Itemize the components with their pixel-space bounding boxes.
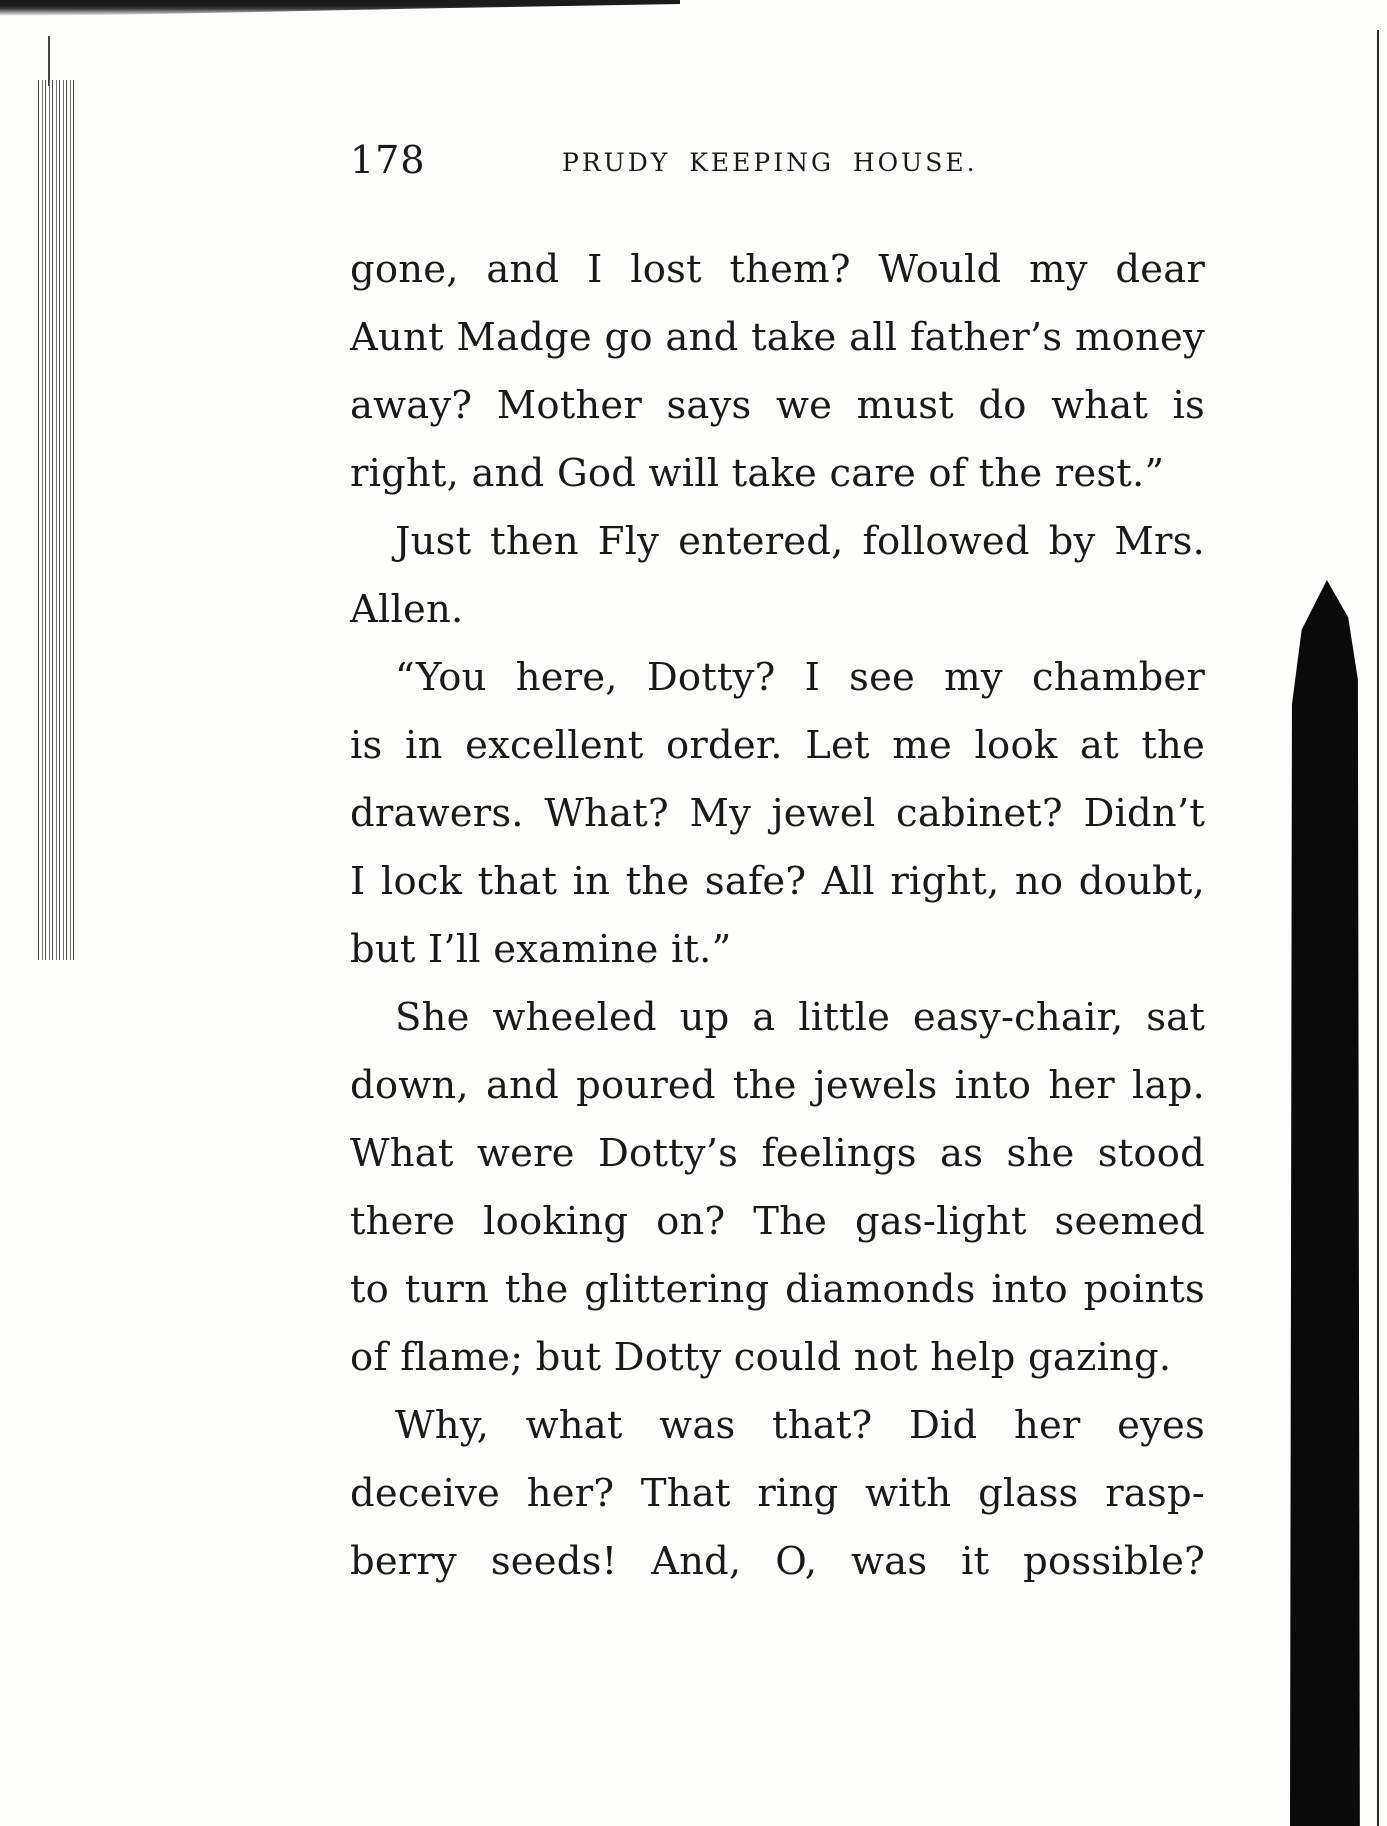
text-line: to turn the glittering diamonds into points: [350, 1267, 1205, 1312]
text-line: She wheeled up a little easy-chair, sat: [395, 995, 1205, 1040]
binding-mark: [48, 36, 50, 86]
text-block: [350, 140, 1205, 1596]
text-line: Just then Fly entered, followed by Mrs.: [395, 519, 1205, 564]
text-line: right, and God will take care of the rest.”: [350, 451, 1165, 496]
text-line: Why, what was that? Did her eyes: [395, 1403, 1205, 1448]
running-head: [350, 140, 1205, 196]
text-line: I lock that in the safe? All right, no doubt,: [350, 859, 1205, 904]
page-edge-line: [1377, 30, 1379, 1826]
text-line: Allen.: [350, 587, 464, 632]
text-line: away? Mother says we must do what is: [350, 383, 1205, 428]
text-line: of flame; but Dotty could not help gazing.: [350, 1335, 1172, 1380]
text-line: but I’ll examine it.”: [350, 927, 732, 972]
text-line: is in excellent order. Let me look at the: [350, 723, 1205, 768]
scan-top-edge: [0, 0, 680, 16]
text-line: What were Dotty’s feelings as she stood: [350, 1131, 1205, 1176]
page-number: 178: [350, 138, 426, 182]
text-line: Aunt Madge go and take all father’s money: [350, 315, 1205, 360]
binding-gutter: [38, 80, 74, 960]
text-line: deceive her? That ring with glass rasp-: [350, 1471, 1205, 1516]
text-line: berry seeds! And, O, was it possible?: [350, 1539, 1205, 1584]
running-title: PRUDY KEEPING HOUSE.: [562, 148, 978, 177]
text-line: drawers. What? My jewel cabinet? Didn’t: [350, 791, 1205, 836]
text-line: there looking on? The gas-light seemed: [350, 1199, 1205, 1244]
text-line: “You here, Dotty? I see my chamber: [395, 655, 1205, 700]
scan-shadow: [1290, 580, 1387, 1826]
text-line: gone, and I lost them? Would my dear: [350, 247, 1205, 292]
text-line: down, and poured the jewels into her lap.: [350, 1063, 1205, 1108]
